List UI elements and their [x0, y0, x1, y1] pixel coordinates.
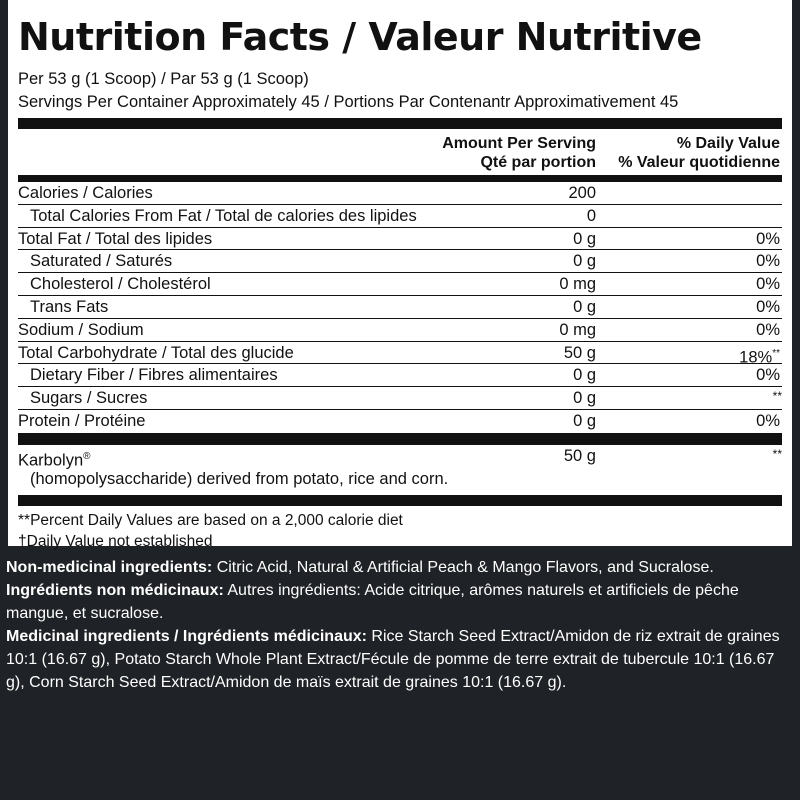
medicinal-label: Medicinal ingredients / Ingrédients médicinaux:: [6, 628, 367, 645]
nutrient-amount: 0 g: [573, 411, 596, 430]
nutrient-name: Sugars / Sucres: [30, 389, 148, 408]
nutrient-amount: 50 g: [563, 343, 596, 362]
nutrient-amount: 0 g: [573, 297, 596, 316]
servings-per-container: Servings Per Container Approximately 45 / Portions Par Contenantr Approximativement 45: [18, 93, 679, 111]
nutrient-name: Sodium / Sodium: [18, 320, 144, 339]
footnote-daily-values: **Percent Daily Values are based on a 2,000 calorie diet: [18, 511, 403, 529]
karbolyn-description: (homopolysaccharide) derived from potato, rice and corn.: [30, 469, 449, 488]
nutrient-name: Total Carbohydrate / Total des glucide: [18, 343, 294, 362]
non-medicinal-text: Citric Acid, Natural & Artificial Peach & Mango Flavors, and Sucralose.: [212, 559, 714, 576]
nutrient-daily-value: 0%: [756, 275, 780, 294]
nutrient-amount: 0 mg: [559, 320, 596, 339]
karbolyn-amount: 50 g: [563, 446, 596, 465]
non-medicinal-label: Non-medicinal ingredients:: [6, 559, 213, 576]
nutrient-name: Total Fat / Total des lipides: [18, 229, 213, 248]
nutrient-row: [18, 273, 782, 296]
non-medicinal-fr-text: Autres ingrédients: Acide citrique, arômes naturels et artificiels de pêche mangue, et sucralose.: [6, 582, 739, 622]
nutrient-row: [18, 228, 782, 251]
nutrient-daily-value: **: [772, 389, 782, 404]
nutrient-daily-value: 0%: [756, 297, 780, 316]
serving-size: Per 53 g (1 Scoop) / Par 53 g (1 Scoop): [18, 70, 309, 88]
nutrient-daily-value: 0%: [756, 320, 780, 339]
nutrient-name: Trans Fats: [30, 297, 109, 316]
amount-header-fr: Qté par portion: [480, 154, 596, 171]
nutrient-amount: 0: [586, 206, 596, 225]
registered-mark: ®: [83, 450, 91, 462]
nutrient-name: Dietary Fiber / Fibres alimentaires: [30, 366, 278, 385]
daily-value-header-en: % Daily Value: [676, 135, 780, 152]
amount-header-en: Amount Per Serving: [442, 135, 596, 152]
daily-value-footnote-mark: **: [772, 347, 780, 359]
daily-value-header-fr: % Valeur quotidienne: [618, 154, 780, 171]
header-divider: [18, 175, 782, 182]
nutrient-name: Calories / Calories: [18, 184, 153, 202]
nutrient-row: [18, 387, 782, 410]
daily-value-header: [618, 134, 780, 172]
nutrient-daily-value: 0%: [756, 229, 780, 248]
daily-value-number: 18%: [739, 348, 773, 367]
nutrient-daily-value: 0%: [756, 411, 780, 430]
nutrient-amount: 0 mg: [559, 275, 596, 294]
column-header: [18, 129, 782, 175]
nutrient-name: Cholesterol / Cholestérol: [30, 275, 211, 294]
nutrition-facts-panel: [8, 0, 792, 550]
nutrient-name: Saturated / Saturés: [30, 252, 173, 271]
nutrient-amount: 0 g: [573, 366, 596, 385]
karbolyn-row: [18, 445, 782, 491]
karbolyn-daily-value: **: [772, 446, 782, 461]
nutrient-row: [18, 342, 782, 365]
medicinal-text: Rice Starch Seed Extract/Amidon de riz extrait de graines 10:1 (16.67 g), Potato Starch Whole Plant Extract/Fécule de pomme de terre extrait de tubercule 10:1 (16.67 g), Corn Starch Seed Extract/Amidon de maïs extrait de graines 10:1 (16.67 g).: [6, 628, 780, 691]
nutrient-amount: 0 g: [573, 389, 596, 408]
nutrient-name: Protein / Protéine: [18, 411, 146, 430]
nutrient-row: [18, 410, 782, 433]
karbolyn-name-text: Karbolyn: [18, 451, 84, 470]
nutrient-table: [18, 182, 782, 433]
nutrient-daily-value: 0%: [756, 366, 780, 385]
nutrient-row: [18, 205, 782, 228]
nutrient-row: [18, 319, 782, 342]
ingredients-section: [6, 556, 796, 694]
nutrient-row: [18, 296, 782, 319]
non-medicinal-ingredients: [6, 556, 796, 579]
nutrient-name: Total Calories From Fat / Total de calories des lipides: [30, 206, 417, 225]
nutrient-amount: 0 g: [573, 252, 596, 271]
nutrient-row: [18, 250, 782, 273]
karbolyn-divider: [18, 433, 782, 445]
footnotes: [18, 510, 782, 552]
thick-divider: [18, 118, 782, 129]
non-medicinal-fr-label: Ingrédients non médicinaux:: [6, 582, 224, 599]
nutrient-row: [18, 182, 782, 205]
nutrient-amount: 200: [568, 184, 596, 202]
medicinal-ingredients: [6, 625, 796, 694]
nutrient-daily-value: 0%: [756, 252, 780, 271]
footnote-not-established: †Daily Value not established: [18, 532, 213, 550]
nutrient-row: [18, 364, 782, 387]
non-medicinal-ingredients-fr: [6, 579, 796, 625]
amount-header: [442, 134, 596, 172]
footnote-divider: [18, 495, 782, 506]
nutrient-amount: 0 g: [573, 229, 596, 248]
label-title: Nutrition Facts / Valeur Nutritive: [18, 15, 702, 59]
